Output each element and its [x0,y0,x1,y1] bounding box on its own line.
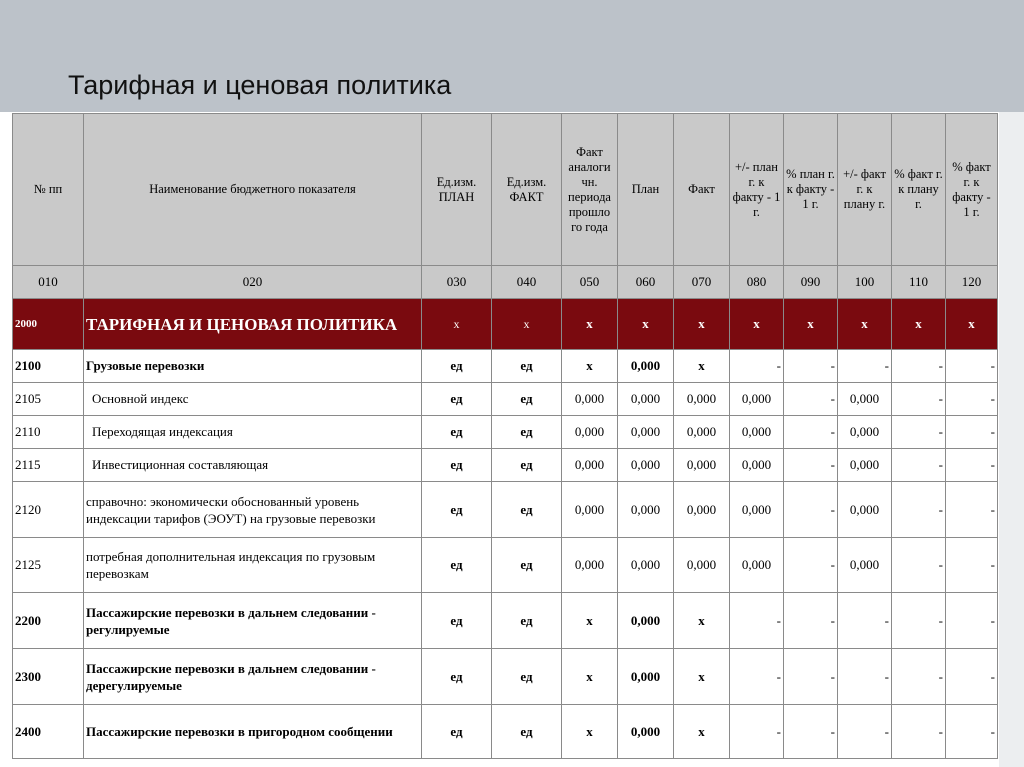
cell: 0,000 [618,649,674,705]
column-code: 040 [492,266,562,299]
column-code: 060 [618,266,674,299]
cell: - [784,538,838,593]
header-cell: План [618,114,674,266]
row-code: 2120 [13,482,84,538]
cell: 0,000 [562,383,618,416]
header-cell: +/- план г. к факту - 1 г. [730,114,784,266]
cell: 0,000 [618,449,674,482]
unit-plan: ед [422,593,492,649]
header-cell: +/- факт г. к плану г. [838,114,892,266]
table-row [13,705,998,759]
cell: 0,000 [618,538,674,593]
cell: - [946,649,998,705]
row-name: Основной индекс [84,383,422,416]
cell: 0,000 [562,449,618,482]
cell: 0,000 [730,538,784,593]
row-code: 2300 [13,649,84,705]
unit-fact: ед [492,593,562,649]
cell: х [674,593,730,649]
cell: х [562,705,618,759]
header-cell: % план г. к факту - 1 г. [784,114,838,266]
unit-plan: ед [422,449,492,482]
row-name: потребная дополнительная индексация по грузовым перевозкам [84,538,422,593]
column-code: 010 [13,266,84,299]
unit-fact: ед [492,416,562,449]
unit-plan: ед [422,538,492,593]
cell: - [730,705,784,759]
cell: - [784,449,838,482]
header-cell: Ед.изм. ФАКТ [492,114,562,266]
table-row [13,449,998,482]
row-name: Пассажирские перевозки в пригородном сообщении [84,705,422,759]
row-name: Пассажирские перевозки в дальнем следовании - регулируемые [84,593,422,649]
cell: 0,000 [562,482,618,538]
cell: х [674,350,730,383]
cell: 0,000 [618,383,674,416]
cell: 0,000 [730,383,784,416]
cell: х [838,299,892,350]
cell: - [892,416,946,449]
unit-plan: ед [422,416,492,449]
cell: - [838,705,892,759]
cell: х [562,299,618,350]
unit-plan: ед [422,649,492,705]
section-name: ТАРИФНАЯ И ЦЕНОВАЯ ПОЛИТИКА [84,299,422,350]
cell: - [946,538,998,593]
cell: 0,000 [618,593,674,649]
cell: - [892,593,946,649]
cell: - [838,649,892,705]
column-code: 020 [84,266,422,299]
cell: - [946,383,998,416]
cell: - [730,649,784,705]
row-code: 2105 [13,383,84,416]
cell: х [674,299,730,350]
cell: 0,000 [838,449,892,482]
column-code: 070 [674,266,730,299]
cell: 0,000 [730,449,784,482]
cell: х [892,299,946,350]
cell: - [892,383,946,416]
row-name: Инвестиционная составляющая [84,449,422,482]
row-code: 2100 [13,350,84,383]
cell: 0,000 [674,482,730,538]
unit-fact: ед [492,449,562,482]
cell: х [422,299,492,350]
cell: х [730,299,784,350]
row-name: Пассажирские перевозки в дальнем следовании - дерегулируемые [84,649,422,705]
unit-fact: ед [492,482,562,538]
row-name: Переходящая индексация [84,416,422,449]
cell: - [892,705,946,759]
cell: - [892,649,946,705]
cell: - [946,482,998,538]
table-row [13,538,998,593]
row-code: 2200 [13,593,84,649]
cell: - [946,350,998,383]
cell: 0,000 [730,416,784,449]
cell: х [618,299,674,350]
cell: 0,000 [838,538,892,593]
cell: х [492,299,562,350]
cell: - [838,593,892,649]
section-code: 2000 [13,299,84,350]
row-code: 2400 [13,705,84,759]
header-cell: № пп [13,114,84,266]
column-code: 100 [838,266,892,299]
unit-plan: ед [422,383,492,416]
row-code: 2110 [13,416,84,449]
table-row [13,482,998,538]
cell: - [892,538,946,593]
cell: - [892,449,946,482]
cell: 0,000 [618,416,674,449]
header-row [13,114,998,266]
cell: - [784,649,838,705]
cell: х [674,649,730,705]
cell: 0,000 [618,482,674,538]
column-code: 090 [784,266,838,299]
slide-title: Тарифная и ценовая политика [68,70,452,100]
cell: 0,000 [674,416,730,449]
row-code: 2115 [13,449,84,482]
column-code: 030 [422,266,492,299]
cell: - [784,383,838,416]
column-code: 120 [946,266,998,299]
column-code: 050 [562,266,618,299]
table-row [13,593,998,649]
cell: х [784,299,838,350]
table-row [13,649,998,705]
header-cell: Наименование бюджетного показателя [84,114,422,266]
unit-plan: ед [422,705,492,759]
cell: 0,000 [674,383,730,416]
unit-plan: ед [422,482,492,538]
budget-table [12,113,998,759]
unit-fact: ед [492,705,562,759]
header-cell: % факт г. к плану г. [892,114,946,266]
cell: 0,000 [562,538,618,593]
cell: - [946,449,998,482]
cell: 0,000 [838,383,892,416]
cell: х [946,299,998,350]
cell: 0,000 [838,482,892,538]
column-code: 110 [892,266,946,299]
cell: - [838,350,892,383]
row-code: 2125 [13,538,84,593]
table-row [13,383,998,416]
header-cell: Факт аналоги чн. периода прошло го года [562,114,618,266]
header-cell: Ед.изм. ПЛАН [422,114,492,266]
cell: - [784,705,838,759]
cell: х [562,593,618,649]
header-cell: % факт г. к факту - 1 г. [946,114,998,266]
row-name: справочно: экономически обоснованный уровень индексации тарифов (ЭОУТ) на грузовые перевозки [84,482,422,538]
cell: - [892,350,946,383]
section-row [13,299,998,350]
cell: х [562,350,618,383]
cell: х [674,705,730,759]
cell: - [784,416,838,449]
header-cell: Факт [674,114,730,266]
cell: 0,000 [674,449,730,482]
cell: - [730,350,784,383]
cell: - [730,593,784,649]
cell: - [784,593,838,649]
cell: 0,000 [674,538,730,593]
slide-edge [999,112,1024,767]
row-name: Грузовые перевозки [84,350,422,383]
unit-fact: ед [492,350,562,383]
unit-fact: ед [492,538,562,593]
cell: - [784,482,838,538]
table-row [13,416,998,449]
unit-fact: ед [492,383,562,416]
table-row [13,350,998,383]
unit-plan: ед [422,350,492,383]
cell: - [946,705,998,759]
cell: - [892,482,946,538]
cell: 0,000 [730,482,784,538]
column-code: 080 [730,266,784,299]
cell: - [946,416,998,449]
cell: 0,000 [618,350,674,383]
column-code-row [13,266,998,299]
cell: - [784,350,838,383]
cell: 0,000 [562,416,618,449]
cell: х [562,649,618,705]
cell: - [946,593,998,649]
cell: 0,000 [838,416,892,449]
unit-fact: ед [492,649,562,705]
cell: 0,000 [618,705,674,759]
